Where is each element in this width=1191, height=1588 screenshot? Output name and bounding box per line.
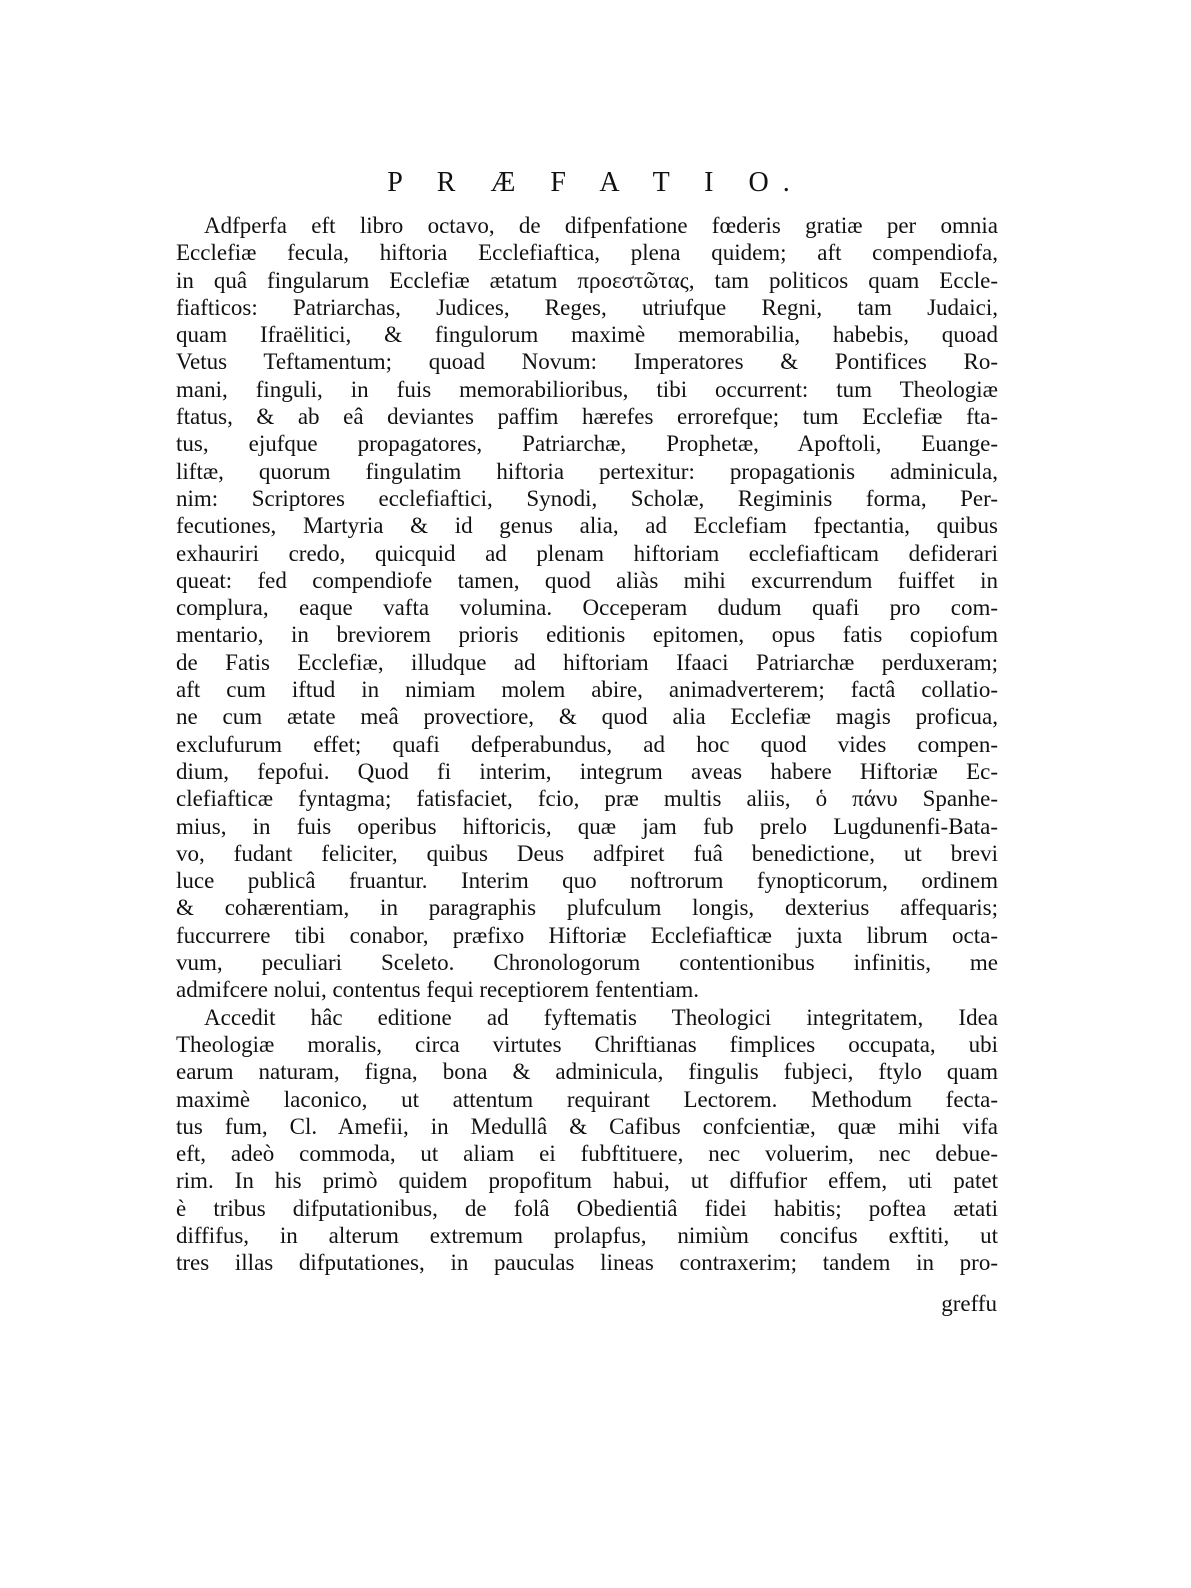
text-line: fuccurrere tibi conabor, præfixo Hiftoriæ Ecclefiafticæ juxta librum octa- [176, 922, 998, 948]
text-line: earum naturam, figna, bona & adminicula, fingulis fubjeci, ftylo quam [176, 1059, 998, 1085]
text-line: ftatus, & ab eâ deviantes paffim hærefes errorefque; tum Ecclefiæ fta- [176, 404, 998, 430]
text-line: nim: Scriptores ecclefiaftici, Synodi, Scholæ, Regiminis forma, Per- [176, 485, 998, 511]
text-line: quam Ifraëlitici, & fingulorum maximè memorabilia, habebis, quoad [176, 322, 998, 348]
text-line: fiafticos: Patriarchas, Judices, Reges, utriufque Regni, tam Judaici, [176, 294, 998, 320]
text-line: & cohærentiam, in paragraphis plufculum longis, dexterius affequaris; [176, 895, 998, 921]
text-line: tres illas difputationes, in pauculas lineas contraxerim; tandem in pro- [176, 1250, 998, 1276]
text-line: mius, in fuis operibus hiftoricis, quæ jam fub prelo Lugdunenfi-Bata- [176, 813, 998, 839]
text-line: tus, ejufque propagatores, Patriarchæ, Prophetæ, Apoftoli, Euange- [176, 431, 998, 457]
text-line: vum, peculiari Sceleto. Chronologorum contentionibus infinitis, me [176, 950, 998, 976]
text-line: eft, adeò commoda, ut aliam ei fubftituere, nec voluerim, nec debue- [176, 1141, 998, 1167]
text-line: ne cum ætate meâ provectiore, & quod alia Ecclefiæ magis proficua, [176, 704, 998, 730]
text-line: aft cum iftud in nimiam molem abire, animadverterem; factâ collatio- [176, 677, 998, 703]
text-line: fecutiones, Martyria & id genus alia, ad Ecclefiam fpectantia, quibus [176, 513, 998, 539]
text-line: queat: fed compendiofe tamen, quod aliàs mihi excurrendum fuiffet in [176, 567, 998, 593]
catchword: greffu [941, 1291, 997, 1316]
body-text [176, 212, 998, 1277]
text-line: maximè laconico, ut attentum requirant Lectorem. Methodum fecta- [176, 1086, 998, 1112]
text-line: Adfperfa eft libro octavo, de difpenfatione fœderis gratiæ per omnia [204, 213, 998, 238]
text-line: Theologiæ moralis, circa virtutes Chriftianas fimplices occupata, ubi [176, 1031, 998, 1057]
text-line: Vetus Teftamentum; quoad Novum: Imperatores & Pontifices Ro- [176, 349, 998, 375]
text-line: è tribus difputationibus, de folâ Obedientiâ fidei habitis; poftea ætati [176, 1195, 998, 1221]
text-line: vo, fudant feliciter, quibus Deus adfpiret fuâ benedictione, ut brevi [176, 840, 998, 866]
text-line: dium, fepofui. Quod fi interim, integrum aveas habere Hiftoriæ Ec- [176, 758, 998, 784]
text-line: complura, eaque vafta volumina. Occeperam dudum quafi pro com- [176, 595, 998, 621]
text-line: exhauriri credo, quicquid ad plenam hiftoriam ecclefiafticam defiderari [176, 540, 998, 566]
text-line: clefiafticæ fyntagma; fatisfaciet, fcio, præ multis aliis, ὁ πάνυ Spanhe- [176, 786, 998, 812]
page-title: P R Æ F A T I O. [387, 167, 804, 198]
text-line: in quâ fingularum Ecclefiæ ætatum προεστῶτας, tam politicos quam Eccle- [176, 267, 998, 293]
text-line: de Fatis Ecclefiæ, illudque ad hiftoriam Ifaaci Patriarchæ perduxeram; [176, 649, 998, 675]
paragraph-1 [176, 212, 998, 1004]
text-line: rim. In his primò quidem propofitum habui, ut diffufior effem, uti patet [176, 1168, 998, 1194]
text-line: mani, finguli, in fuis memorabilioribus, tibi occurrent: tum Theologiæ [176, 376, 998, 402]
text-line: admifcere nolui, contentus fequi receptiorem fententiam. [176, 977, 700, 1003]
text-line: luce publicâ fruantur. Interim quo noftrorum fynopticorum, ordinem [176, 868, 998, 894]
text-line: mentario, in breviorem prioris editionis epitomen, opus fatis copiofum [176, 622, 998, 648]
text-line: tus fum, Cl. Amefii, in Medullâ & Cafibus confcientiæ, quæ mihi vifa [176, 1113, 998, 1139]
text-line: Ecclefiæ fecula, hiftoria Ecclefiaftica, plena quidem; aft compendiofa, [176, 240, 998, 266]
text-line: exclufurum effet; quafi defperabundus, ad hoc quod vides compen- [176, 731, 998, 757]
text-line: Accedit hâc editione ad fyftematis Theologici integritatem, Idea [204, 1004, 998, 1030]
text-line: liftæ, quorum fingulatim hiftoria pertexitur: propagationis adminicula, [176, 458, 998, 484]
paragraph-2 [176, 1004, 998, 1277]
text-line: diffifus, in alterum extremum prolapfus, nimiùm concifus exftiti, ut [176, 1222, 998, 1248]
